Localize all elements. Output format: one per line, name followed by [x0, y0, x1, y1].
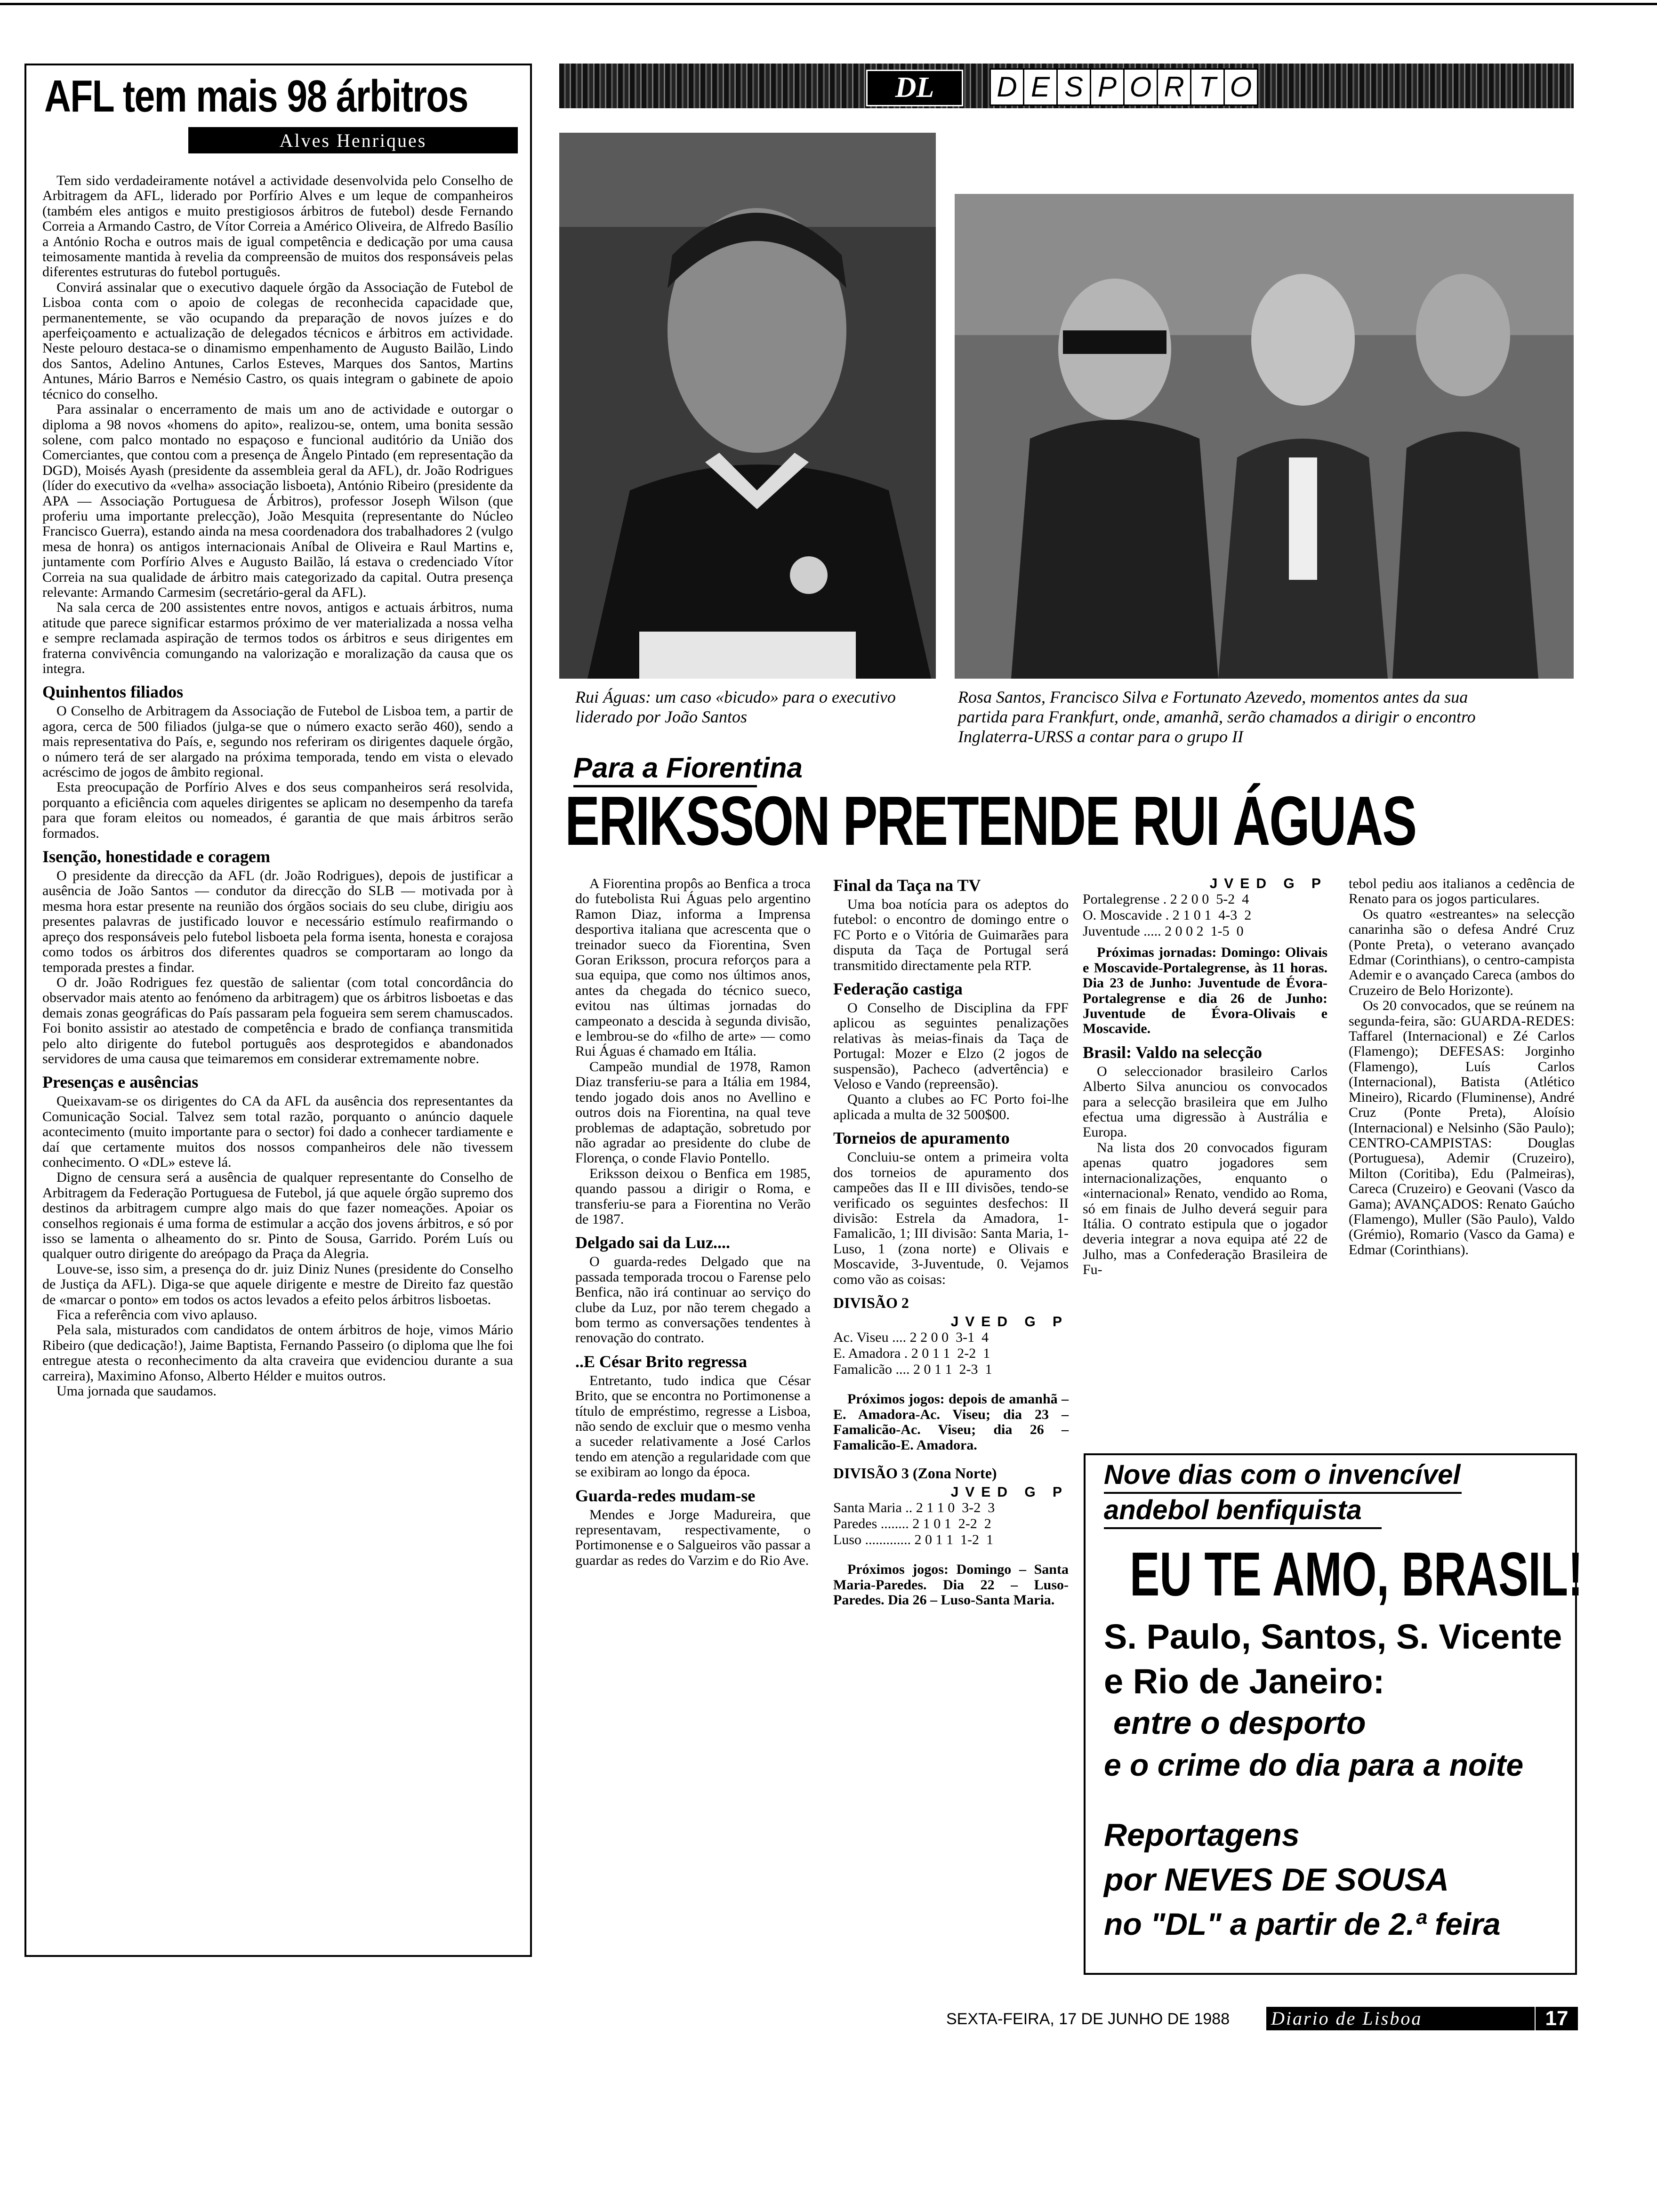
p-final-taca: Uma boa notícia para os adeptos do futebol: o encontro de domingo entre o FC Porto e o Vitória de Guimarães para disputa da Taça de Portugal será transmitido directamente pela RTP.	[833, 897, 1069, 973]
left-paragraph: Tem sido verdadeiramente notável a actividade desenvolvida pelo Conselho de Arbitragem da AFL, liderado por Porfírio Alves e um leque de companheiros (também eles antigos e muito prestigiosos árbitros de futebol) desde Fernando Correia a Armando Castro, de Vítor Correia a Américo Oliveira, de Alfredo Basílio a António Rocha e outros mais de igual competência e dedicação por uma causa teimosamente mantida à revelia da compreensão de muitos dos responsáveis pelas diferentes estruturas do futebol português.	[42, 173, 513, 280]
table-row: Famalicão .... 2 0 1 1 2-3 1	[833, 1362, 992, 1378]
promo-line-5: entre o desporto	[1113, 1705, 1366, 1741]
p-estreantes: Os quatro «estreantes» na selecção canarinha são o defesa André Cruz (Ponte Preta), o veterano avançado Edmar (Corinthians), o centro-campista Ademir e o avançado Careca (ambos do Cruzeiro de Belo Horizonte).	[1349, 906, 1575, 998]
p-torneios: Concluiu-se ontem a primeira volta dos torneios de apuramento dos campeões das II e III divisões, tendo-se verificado os seguintes desfechos: II divisão: Estrela da Amadora, 1-Famalicão, 1; III divisão: Santa Maria, 1-Luso, 1 (zona norte) e Olivais e Moscavide, 3-Juventude, 0. Vejamos como vão as coisas:	[833, 1149, 1069, 1287]
byline: Alves Henriques	[279, 130, 427, 151]
photo-rui-aguas	[559, 133, 936, 679]
top-rule	[0, 3, 1657, 5]
section-paragraph: Pela sala, misturados com candidatos de ontem árbitros de hoje, vimos Mário Ribeiro (que dedicação!), Jaime Baptista, Fernando Passeiro (o diploma que lhe foi entregue atesta o reconhecimento da alta craveira que evidenciou durante a sua carreira), Maximino Afonso, Alberto Hélder e muitos outros.	[42, 1322, 513, 1384]
table-row: Ac. Viseu .... 2 2 0 0 3-1 4	[833, 1330, 989, 1346]
col1-paragraph: Mendes e Jorge Madureira, que representavam, respectivamente, o Portimonense e o Salgueiros vão passar a guardar as redes do Varzim e do Rio Ave.	[575, 1507, 811, 1568]
section-paragraph: O presidente da direcção da AFL (dr. João Rodrigues), depois de justificar a ausência de João Santos — condutor da direcção do SLB — motivada por à mesma hora estar presente na reunião dos órgãos sociais do seu clube, dirigiu aos presentes palavras de justificado louvor e necessário estímulo reafirmando o apreço dos responsáveis pelo futebol lisboeta pela forma isenta, honesta e corajosa como todos os árbitros dos diferentes quadros se comportaram ao longo da temporada prestes a findar.	[42, 868, 513, 975]
main-headline: ERIKSSON PRETENDE RUI ÁGUAS	[565, 782, 1416, 860]
col1-paragraph: A Fiorentina propôs ao Benfica a troca do futebolista Rui Águas pelo argentino Ramon Diaz, informa a Imprensa desportiva italiana que acrescenta que o treinador sueco da Fiorentina, Sven Goran Eriksson, procura reforços para a sua equipa, que como nos últimos anos, antes da chegada do técnico sueco, evitou nas últimas jornadas do campeonato a descida à segunda divisão, e lembrou-se do «filho de arte» — como Rui Águas é chamado em Itália.	[575, 876, 811, 1059]
desporto-letters	[989, 68, 1257, 105]
table-div2	[833, 1330, 1069, 1378]
caption-rui-aguas: Rui Águas: um caso «bicudo» para o executivo liderado por João Santos	[575, 688, 896, 726]
promo-line-7: Reportagens	[1104, 1817, 1300, 1853]
section-paragraph: O Conselho de Arbitragem da Associação de Futebol de Lisboa tem, a partir de agora, cerca de 500 filiados (julga-se que o número exacto serão 460), sendo a mais representativa do País, e, segundo nos referiram os dirigentes daquele órgão, o número terá de ser alargado na próxima temporada, tendo em vista o elevado acréscimo de jogos de âmbito regional.	[42, 703, 513, 780]
section-paragraph: Digno de censura será a ausência de qualquer representante do Conselho de Arbitragem da Federação Portuguesa de Futebol, já que aquele órgão supremo dos destinos da arbitragem cumpre algo mais do que fazer nomeações. Apoiar os conselhos regionais é uma forma de estimular a acção dos jovens árbitros, e só por isso se lamenta o alheamento do sr. Pinto de Sousa, Garrido. Porém Luís ou qualquer outro dirigente do areópago da Praça da Alegria.	[42, 1170, 513, 1262]
promo-rule-1	[1104, 1492, 1462, 1494]
p-renato: tebol pediu aos italianos a cedência de Renato para os jogos particulares.	[1349, 876, 1575, 907]
left-paragraph: Para assinalar o encerramento de mais um ano de actividade e outorgar o diploma a 98 novos «homens do apito», realizou-se, ontem, uma bonita sessão solene, com palco montado no espaçoso e funcional auditório da União dos Comerciantes, que contou com a presença de Ângelo Pintado (em representação da DGD), Moisés Ayash (presidente da assembleia geral da AFL), dr. João Rodrigues (líder do executivo da «velha» associação lisboeta), António Ribeiro (presidente da APA — Associação Portuguesa de Árbitros), professor Joseph Wilson (que proferiu uma importante prelecção), João Mesquita (representante do Núcleo Francisco Guerra), estando ainda na mesa coordenadora dos trabalhadores 2 (vulgo mesa de honra) os antigos internacionais Aníbal de Oliveira e Raul Martins e, juntamente com Porfírio Alves e Augusto Bailão, lá estava o credenciado Vítor Correia na sua qualidade de árbitro mais categorizado da capital. Outra presença relevante: Armando Carmesim (secretário-geral da AFL).	[42, 401, 513, 600]
p-brasil-2: Na lista dos 20 convocados figuram apenas quatro jogadores sem internacionalizações, enquanto o «internacional» Renato, vendido ao Roma, só em finais de Julho deverá seguir para Itália. O contrato estipula que o jogador deveria integrar a nova equipa até 22 de Julho, mas a Confederação Brasileira de Fu-	[1083, 1139, 1327, 1278]
promo-line-3: S. Paulo, Santos, S. Vicente	[1104, 1617, 1562, 1656]
section-heading: Isenção, honestidade e coragem	[42, 847, 270, 866]
p-div2-next: Próximos jogos: depois de amanhã – E. Amadora-Ac. Viseu; dia 23 – Famalicão-Ac. Viseu; dia 26 – Famalicão-E. Amadora.	[833, 1391, 1069, 1453]
left-article-body	[42, 173, 513, 1399]
banner-letter: R	[1157, 68, 1191, 106]
section-paragraph: Fica a referência com vivo aplauso.	[56, 1307, 257, 1323]
col1-heading: ..E César Brito regressa	[575, 1352, 747, 1371]
heading-federacao: Federação castiga	[833, 979, 963, 999]
p-div3-next: Próximos jogos: Domingo – Santa Maria-Paredes. Dia 22 – Luso-Paredes. Dia 26 – Luso-Santa Maria.	[833, 1562, 1069, 1608]
promo-rule-2	[1104, 1527, 1382, 1529]
promo-line-6: e o crime do dia para a noite	[1104, 1747, 1524, 1782]
p-convocados: Os 20 convocados, que se reúnem na segunda-feira, são: GUARDA-REDES: Taffarel (Internacional) e Zé Carlos (Flamengo); DEFESAS: Jorginho (Flamengo), Luís Carlos (Internacional), Batista (Atlético Mineiro), Ricardo (Fluminense), André Cruz (Ponte Preta), Aloísio (Internacional) e Nelsinho (São Paulo); CENTRO-CAMPISTAS: Douglas (Portuguesa), Ademir (Cruzeiro), Milton (Coritiba), Edu (Palmeiras), Careca (Cruzeiro) e Geovani (Vasco da Gama); AVANÇADOS: Renato Gaúcho (Flamengo), Muller (São Paulo), Valdo (Grémio), Romario (Vasco da Gama) e Edmar (Corinthians).	[1349, 998, 1575, 1258]
label-div2: DIVISÃO 2	[833, 1294, 909, 1311]
banner-letter: P	[1090, 68, 1125, 106]
dl-logo: DL	[866, 70, 963, 106]
section-paragraph: Uma jornada que saudamos.	[56, 1383, 217, 1399]
banner-letter: E	[1023, 68, 1058, 106]
promo-title: EU TE AMO, BRASIL!	[1130, 1539, 1583, 1609]
main-col-2	[833, 876, 1069, 1608]
photo-referees	[955, 194, 1574, 679]
rui-aguas-photo-art	[559, 133, 936, 679]
heading-brasil: Brasil: Valdo na selecção	[1083, 1042, 1263, 1062]
section-paragraph: Esta preocupação de Porfírio Alves e dos seus companheiros será resolvida, porquanto a eficiência com aqueles dirigentes se aplicam no desempenho da tarefa para que foram eleitos ou nomeados, é garantia de que mais árbitros serão formados.	[42, 779, 513, 841]
promo-line-1: Nove dias com o invencível	[1104, 1459, 1461, 1490]
heading-torneios: Torneios de apuramento	[833, 1129, 1010, 1148]
col1-paragraph: O guarda-redes Delgado que na passada temporada trocou o Farense pelo Benfica, não irá continuar ao serviço do clube da Luz, por não terem chegado a bom termo as conversações tendentes à renovação do contrato.	[575, 1254, 811, 1346]
caption-referees: Rosa Santos, Francisco Silva e Fortunato Azevedo, momentos antes da sua partida para Frankfurt, onde, amanhã, serão chamados a dirigir o encontro Inglaterra-URSS a contar para o grupo II	[958, 688, 1476, 746]
table-row: Santa Maria .. 2 1 1 0 3-2 3	[833, 1500, 995, 1516]
p-proximas: Próximas jornadas: Domingo: Olivais e Moscavide-Portalegrense, às 11 horas. Dia 23 de Junho: Juventude de Évora-Portalegrense e dia 26 de Junho: Juventude de Évora-Olivais e Moscavide.	[1083, 945, 1327, 1037]
p-multa: Quanto a clubes ao FC Porto foi-lhe aplicada a multa de 32 500$00.	[833, 1091, 1069, 1122]
heading-final-taca: Final da Taça na TV	[833, 876, 981, 895]
footer-paper: Diario de Lisboa	[1271, 2008, 1423, 2029]
table-row: E. Amadora . 2 0 1 1 2-2 1	[833, 1346, 990, 1362]
banner-letter: D	[989, 68, 1024, 106]
table-row: Luso ............. 2 0 1 1 1-2 1	[833, 1532, 993, 1548]
section-heading: Presenças e ausências	[42, 1073, 199, 1092]
referees-photo-art	[955, 194, 1574, 679]
banner-letter: S	[1056, 68, 1091, 106]
section-heading: Quinhentos filiados	[42, 682, 184, 702]
main-col-3	[1083, 876, 1327, 1278]
main-col-4	[1349, 876, 1575, 1258]
promo-line-8: por NEVES DE SOUSA	[1104, 1862, 1449, 1898]
col1-paragraph: Eriksson deixou o Benfica em 1985, quando passou a dirigir o Roma, e transferiu-se para a Fiorentina no Verão de 1987.	[575, 1165, 811, 1227]
table-row: Paredes ........ 2 1 0 1 2-2 2	[833, 1516, 991, 1532]
jved-header: JVED G P	[1209, 876, 1327, 891]
footer-date: SEXTA-FEIRA, 17 DE JUNHO DE 1988	[946, 2010, 1230, 2028]
section-paragraph: Louve-se, isso sim, a presença do dr. juiz Diniz Nunes (presidente do Conselho de Justiça da AFL). Diga-se que aquele dirigente e mestre de Direito faz questão de «marcar o ponto» em todos os actos levados a efeito pelos árbitros lisboetas.	[42, 1261, 513, 1307]
section-paragraph: Queixavam-se os dirigentes do CA da AFL da ausência dos representantes da Comunicação Social. Talvez sem total razão, porquanto o anúncio daquele acontecimento (muito importante para o sector) foi dado a conhecer tardiamente e daí que certamente muitos dos nossos companheiros dele não tivessem conhecimento. O «DL» esteve lá.	[42, 1093, 513, 1170]
table-zona-sul	[1083, 891, 1327, 939]
main-col-1	[575, 876, 811, 1568]
jved-header: JVED G P	[950, 1484, 1069, 1500]
label-div3: DIVISÃO 3 (Zona Norte)	[833, 1464, 997, 1482]
table-row: O. Moscavide . 2 1 0 1 4-3 2	[1083, 907, 1252, 923]
table-row: Juventude ..... 2 0 0 2 1-5 0	[1083, 923, 1244, 939]
banner-letter: O	[1223, 68, 1258, 106]
left-paragraph: Na sala cerca de 200 assistentes entre novos, antigos e actuais árbitros, numa atitude que parece significar estarmos próximo de ver materializada a nossa velha e sempre reclamada aspiração de termos todos os árbitros e seus dirigentes em fraterna convivência comungando na valorização e moralização da causa que os integra.	[42, 600, 513, 676]
jved-header: JVED G P	[950, 1314, 1069, 1330]
table-row: Portalegrense . 2 2 0 0 5-2 4	[1083, 891, 1249, 907]
col1-heading: Guarda-redes mudam-se	[575, 1486, 756, 1505]
banner-letter: O	[1123, 68, 1158, 106]
footer-page-number: 17	[1545, 2007, 1569, 2030]
col1-paragraph: Entretanto, tudo indica que César Brito, que se encontra no Portimonense a título de empréstimo, regresse a Lisboa, não sendo de excluir que o mesmo venha a suceder relativamente a José Carlos tendo em atenção a regularidade com que se exibiram ao longo da época.	[575, 1372, 811, 1480]
col1-heading: Delgado sai da Luz....	[575, 1233, 731, 1252]
promo-line-9: no "DL" a partir de 2.ª feira	[1104, 1907, 1501, 1941]
p-federacao: O Conselho de Disciplina da FPF aplicou as seguintes penalizações relativas às meias-finais da Taça de Portugal: Mozer e Elzo (2 jogos de suspensão), Pacheco (advertência) e Veloso e Vando (repreensão).	[833, 1000, 1069, 1092]
table-div3	[833, 1500, 1069, 1548]
left-headline: AFL tem mais 98 árbitros	[44, 71, 468, 121]
banner-letter: T	[1190, 68, 1225, 106]
promo-line-2: andebol benfiquista	[1104, 1495, 1362, 1525]
section-paragraph: O dr. João Rodrigues fez questão de salientar (com total concordância do observador mais atento ao fenómeno da arbitragem) que os árbitros lisboetas e das demais zonas geográficas do País passaram pela fogueira sem serem chamuscados. Foi bonito assistir ao atestado de competência e brado de confiança transmitida pelo alto dirigente do futebol português aos desprotegidos e abandonados servidores de uma causa que teimaremos em considerar extremamente nobre.	[42, 974, 513, 1066]
left-paragraph: Convirá assinalar que o executivo daquele órgão da Associação de Futebol de Lisboa conta com o apoio de colegas de reconhecida capacidade que, permanentemente, se vão ocupando da preparação de novos juízes e do aperfeiçoamento e actualização de delegados técnicos e árbitros em actividade. Neste pelouro destaca-se o dinamismo empenhamento de Augusto Bailão, Lindo dos Santos, Adelino Antunes, Carlos Esteves, Marques dos Santos, Martins Antunes, Mário Barros e Nemésio Castro, os quais integram o gabinete de apoio técnico do conselho.	[42, 279, 513, 402]
col1-paragraph: Campeão mundial de 1978, Ramon Diaz transferiu-se para a Itália em 1984, tendo jogado dois anos no Avellino e outros dois na Fiorentina, na qual teve problemas de adaptação, sobretudo por não agradar ao presidente do clube de Florença, o conde Flavio Pontello.	[575, 1058, 811, 1166]
p-brasil-1: O seleccionador brasileiro Carlos Alberto Silva anunciou os convocados para a selecção brasileira que em Julho efectua uma digressão à Austrália e Europa.	[1083, 1063, 1327, 1140]
promo-line-4: e Rio de Janeiro:	[1104, 1662, 1385, 1701]
kicker: Para a Fiorentina	[573, 752, 803, 784]
